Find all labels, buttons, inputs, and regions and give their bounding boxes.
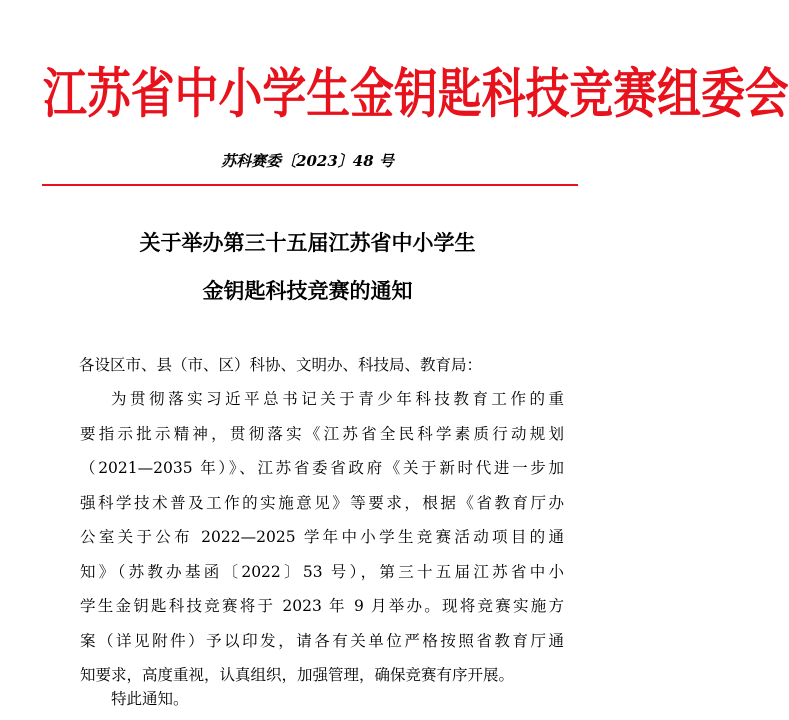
salutation: 各设区市、县（市、区）科协、文明办、科技局、教育局： bbox=[79, 356, 483, 374]
body-line: （2021—2035 年）》、江苏省委省政府《关于新时代进一步加 bbox=[80, 459, 564, 477]
body-line: 案（详见附件）予以印发，请各有关单位严格按照省教育厅通 bbox=[80, 631, 564, 650]
body-line: 知》（苏教办基函〔2022〕53 号），第三十五届江苏省中小 bbox=[80, 562, 564, 581]
notice-title-line-2: 金钥匙科技竞赛的通知 bbox=[202, 278, 413, 303]
body-line: 强科学技术普及工作的实施意见》等要求，根据《省教育厅办 bbox=[80, 493, 564, 512]
notice-title-line-1: 关于举办第三十五届江苏省中小学生 bbox=[139, 230, 476, 255]
body-paragraph bbox=[80, 388, 564, 699]
red-divider-line bbox=[42, 184, 578, 186]
body-line: 为贯彻落实习近平总书记关于青少年科技教育工作的重 bbox=[111, 390, 564, 408]
closing-remark: 特此通知。 bbox=[111, 690, 189, 708]
document-number: 苏科赛委〔2023〕48 号 bbox=[221, 152, 394, 170]
body-line: 学生金钥匙科技竞赛将于 2023 年 9 月举办。现将竞赛实施方 bbox=[80, 597, 564, 615]
issuing-organization-title: 江苏省中小学生金钥匙科技竞赛组委会 bbox=[43, 62, 789, 126]
body-line: 公室关于公布 2022—2025 学年中小学生竞赛活动项目的通 bbox=[80, 528, 564, 546]
body-line: 知要求，高度重视，认真组织，加强管理，确保竞赛有序开展。 bbox=[80, 666, 515, 684]
body-line: 要指示批示精神，贯彻落实《江苏省全民科学素质行动规划 bbox=[80, 424, 564, 443]
